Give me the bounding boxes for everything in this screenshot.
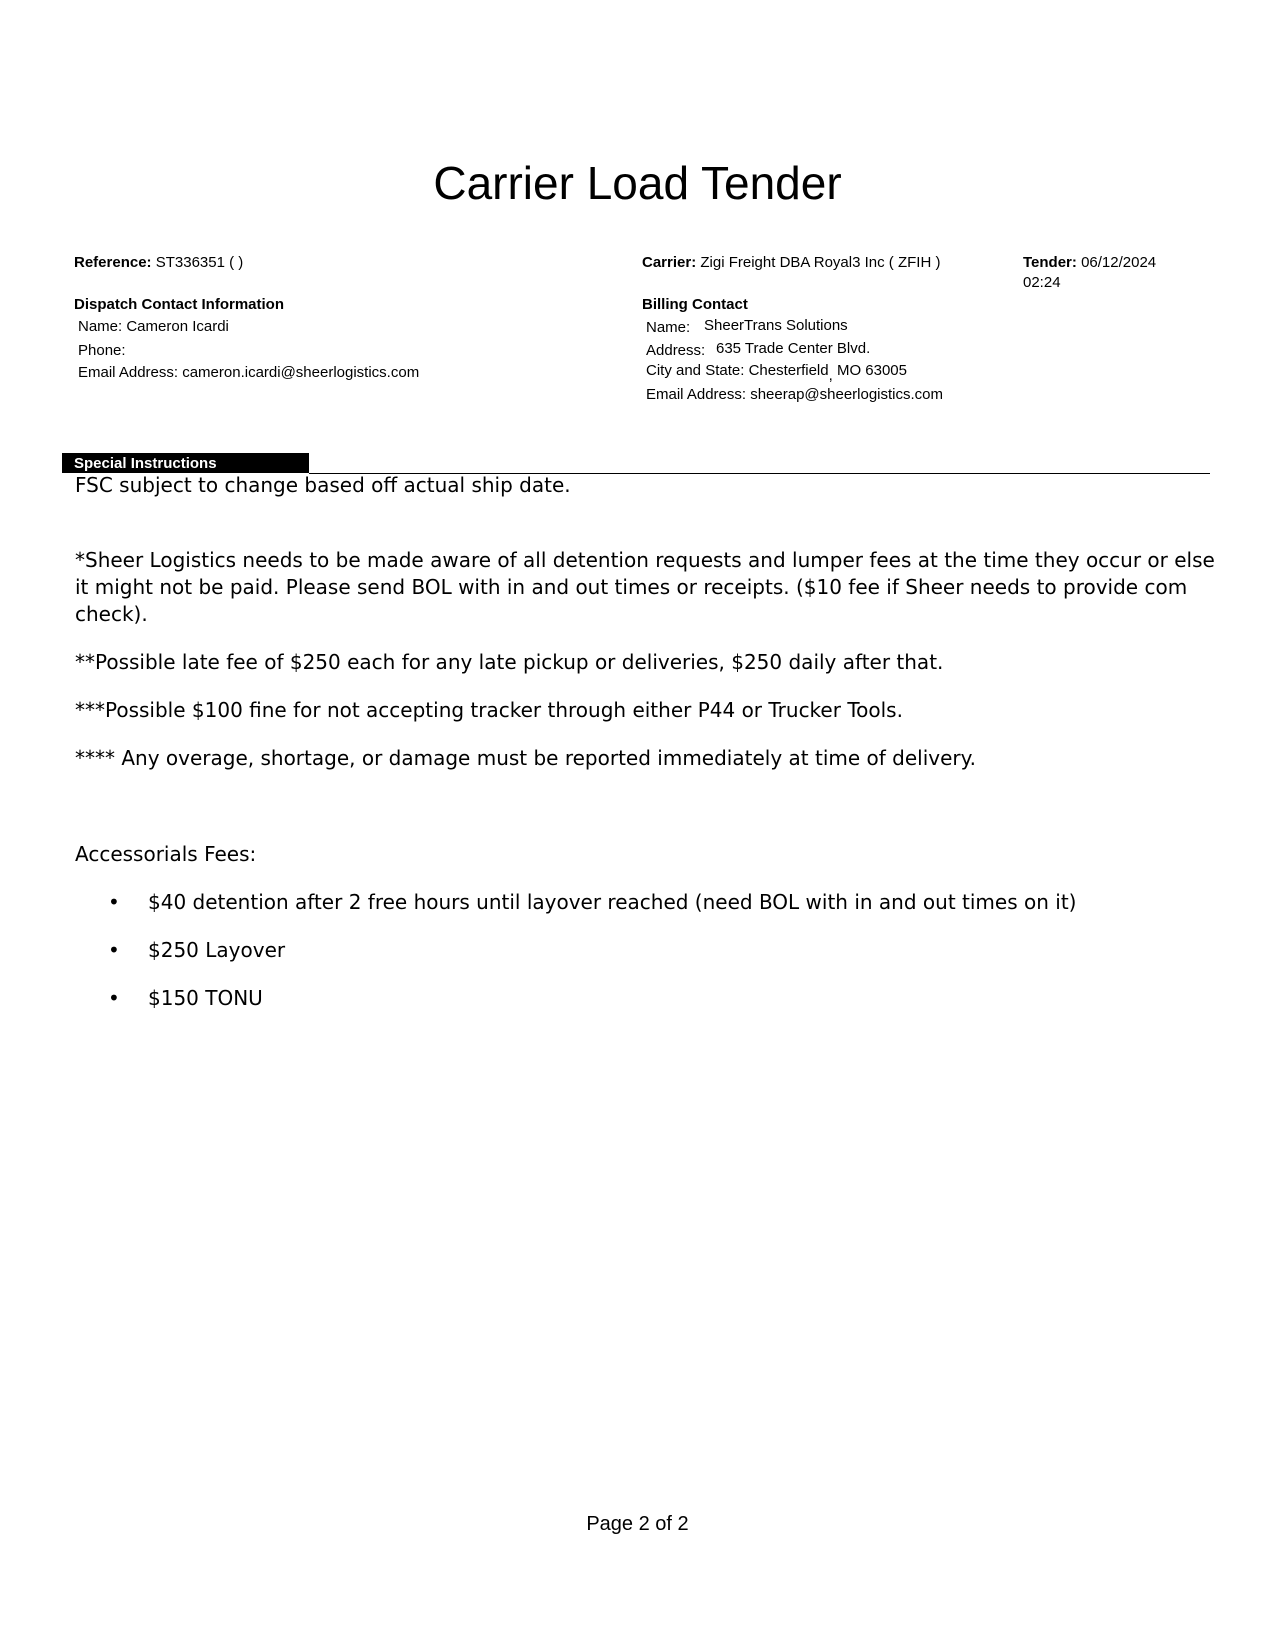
carrier-value: Zigi Freight DBA Royal3 Inc ( ZFIH ): [700, 254, 941, 271]
tender-label: Tender:: [1023, 254, 1077, 271]
bullet-icon: •: [108, 890, 120, 914]
billing-state-zip: MO 63005: [836, 362, 907, 379]
instruction-line: **** Any overage, shortage, or damage must be reported immediately at time of delivery.: [75, 746, 976, 770]
bullet-icon: •: [108, 938, 120, 962]
bullet-icon: •: [108, 986, 120, 1010]
page-title: Carrier Load Tender: [433, 157, 842, 209]
instruction-line: FSC subject to change based off actual ship date.: [75, 473, 571, 497]
billing-city-label: City and State:: [646, 362, 745, 379]
billing-city-row: [646, 362, 907, 384]
instruction-line: **Possible late fee of $250 each for any late pickup or deliveries, $250 daily after that.: [75, 650, 944, 674]
accessorials-heading: Accessorials Fees:: [75, 842, 257, 866]
billing-email: Email Address: sheerap@sheerlogistics.com: [646, 386, 944, 403]
tender-row: [1023, 254, 1156, 272]
billing-city-value: Chesterfield: [748, 362, 829, 379]
reference-row: [74, 254, 243, 272]
instruction-line: ***Possible $100 fine for not accepting tracker through either P44 or Trucker Tools.: [75, 698, 903, 722]
special-instructions-heading: Special Instructions: [74, 455, 217, 472]
billing-name-value: SheerTrans Solutions: [704, 317, 848, 334]
dispatch-heading: Dispatch Contact Information: [74, 296, 285, 313]
reference-value: ST336351 ( ): [155, 254, 244, 271]
carrier-row: [642, 254, 940, 272]
reference-label: Reference:: [74, 254, 152, 271]
dispatch-email: Email Address: cameron.icardi@sheerlogistics.com: [78, 364, 420, 381]
page-number: Page 2 of 2: [586, 1513, 689, 1535]
accessorial-item: $40 detention after 2 free hours until layover reached (need BOL with in and out times on it): [148, 890, 1077, 914]
billing-address-value: 635 Trade Center Blvd.: [716, 340, 871, 357]
billing-name-label: Name:: [646, 319, 691, 336]
tender-time: 02:24: [1023, 274, 1061, 291]
dispatch-name: Name: Cameron Icardi: [78, 318, 229, 335]
accessorial-item: $150 TONU: [148, 986, 263, 1010]
billing-address-label: Address:: [646, 342, 706, 359]
tender-date: 06/12/2024: [1081, 254, 1157, 271]
accessorial-item: $250 Layover: [148, 938, 286, 962]
instruction-line: *Sheer Logistics needs to be made aware of all detention requests and lumper fees at the time they occur or else it might not be paid. Please send BOL with in and out times or receipts. ($10 fee if Sheer needs to provide com check).: [75, 548, 1215, 626]
billing-heading: Billing Contact: [642, 296, 748, 313]
carrier-label: Carrier:: [642, 254, 697, 271]
billing-city-separator: ,: [828, 367, 833, 384]
dispatch-phone: Phone:: [78, 342, 126, 359]
